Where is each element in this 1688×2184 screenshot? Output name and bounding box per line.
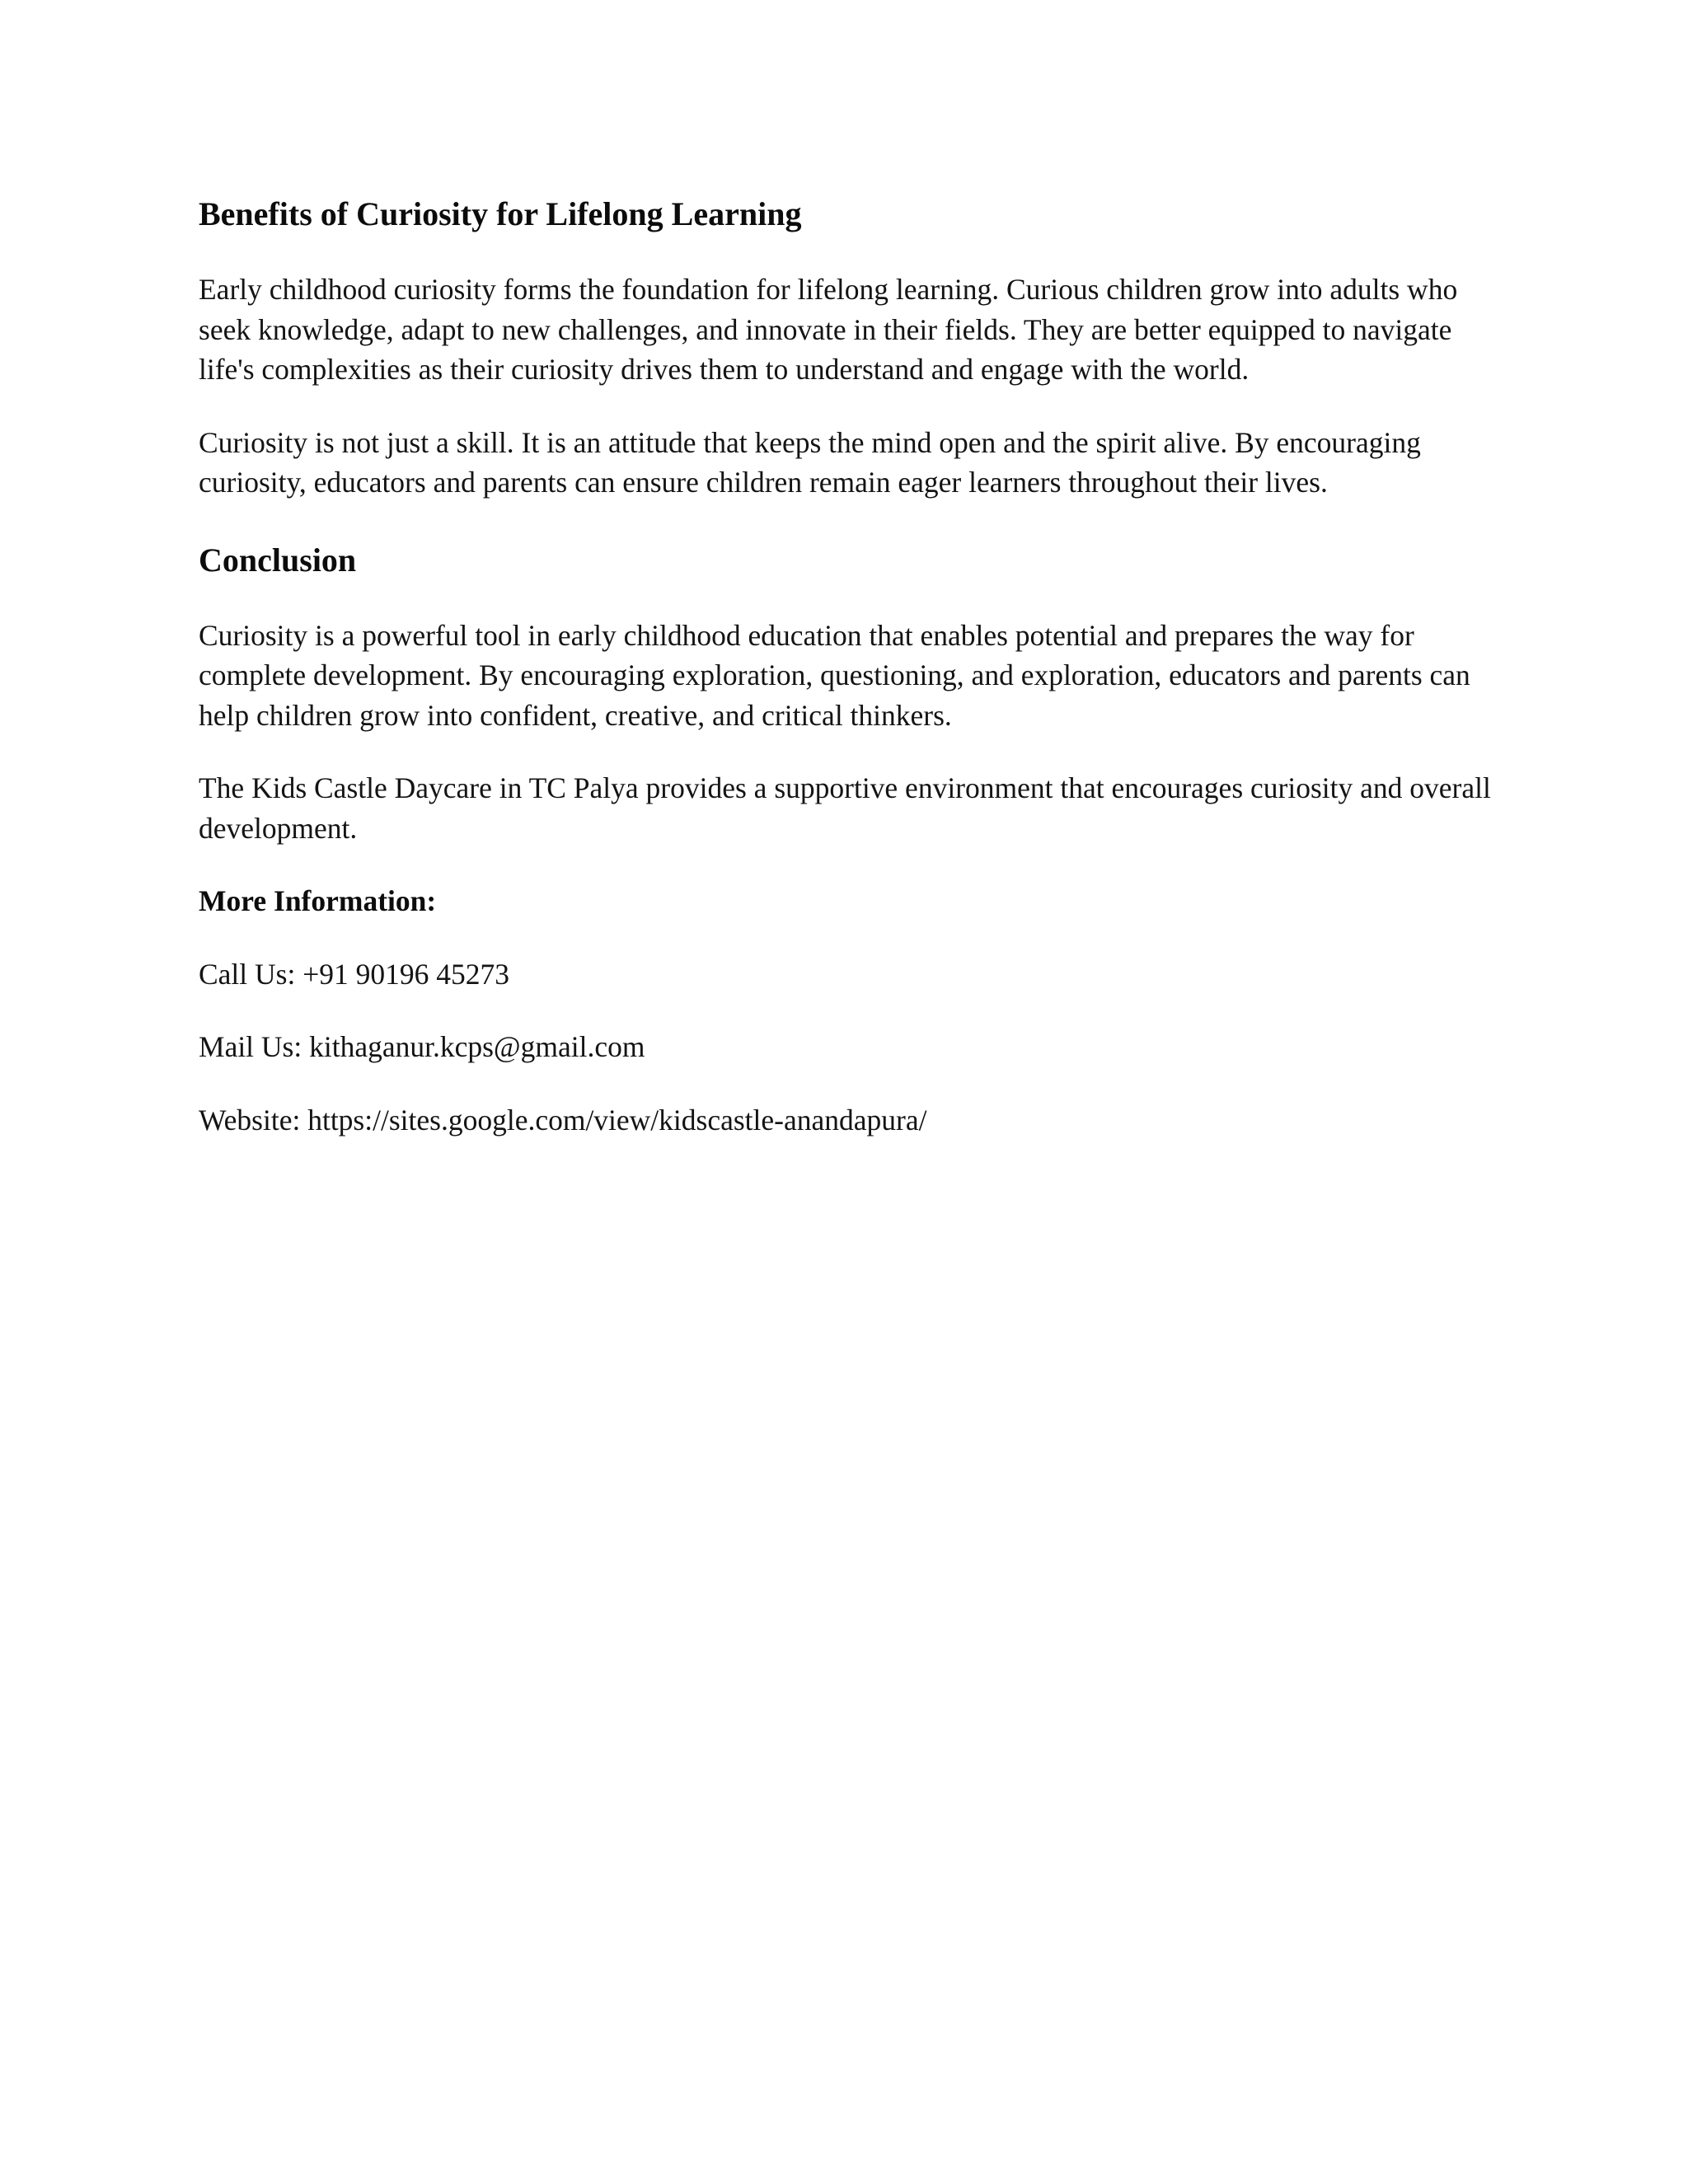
contact-phone: Call Us: +91 90196 45273 [199,957,509,991]
more-information-label: More Information: [199,884,437,917]
paragraph-benefits-2: Curiosity is not just a skill. It is an attitude that keeps the mind open and the spirit alive. By encouraging curiosity, educators and parents can ensure children remain eager learners throughout their lives. [199,425,1421,499]
contact-website: Website: https://sites.google.com/view/kidscastle-anandapura/ [199,1103,927,1137]
contact-email: Mail Us: kithaganur.kcps@gmail.com [199,1030,645,1063]
section-heading-benefits: Benefits of Curiosity for Lifelong Learning [199,195,802,232]
paragraph-conclusion-2: The Kids Castle Daycare in TC Palya provides a supportive environment that encourages curiosity and overall development. [199,771,1491,845]
document-page [199,194,1501,1140]
section-heading-conclusion: Conclusion [199,541,357,579]
paragraph-benefits-1: Early childhood curiosity forms the foundation for lifelong learning. Curious children grow into adults who seek knowledge, adapt to new challenges, and innovate in their fields. They are better equipped to navigate life's complexities as their curiosity drives them to understand and engage with the world. [199,273,1458,386]
paragraph-conclusion-1: Curiosity is a powerful tool in early childhood education that enables potential and prepares the way for complete development. By encouraging exploration, questioning, and exploration, educators and parents can help children grow into confident, creative, and critical thinkers. [199,618,1470,732]
